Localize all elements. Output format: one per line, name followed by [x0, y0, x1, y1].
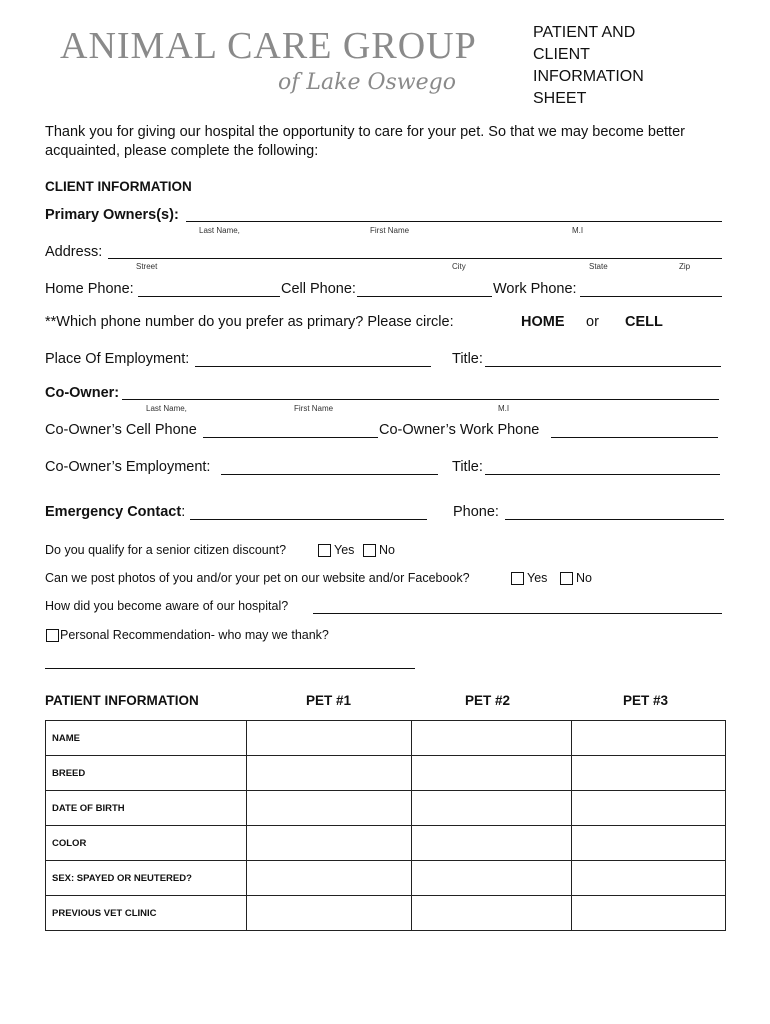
cell-phone-field[interactable]: [357, 296, 492, 297]
clinic-logo-name: ANIMAL CARE GROUP: [60, 25, 477, 67]
photos-yes-checkbox[interactable]: [511, 572, 524, 585]
employment-label: Place Of Employment:: [45, 351, 190, 367]
patient-section-title: PATIENT INFORMATION: [45, 693, 199, 708]
table-row: [46, 721, 726, 756]
city-hint: City: [452, 262, 466, 271]
co-employment-label: Co-Owner’s Employment:: [45, 459, 211, 475]
emergency-contact-colon: :: [181, 504, 186, 520]
pet-1-color-cell[interactable]: [247, 826, 412, 861]
co-first-name-hint: First Name: [294, 404, 334, 413]
pet-2-breed-cell[interactable]: [412, 756, 572, 791]
co-middle-initial-hint: M.I: [498, 404, 510, 413]
pet-3-name-cell[interactable]: [572, 721, 726, 756]
co-work-field[interactable]: [551, 437, 718, 438]
title-field[interactable]: [485, 366, 721, 367]
option-cell[interactable]: CELL: [625, 314, 663, 330]
option-or: or: [586, 314, 599, 330]
employment-field[interactable]: [195, 366, 431, 367]
recommendation-checkbox[interactable]: [46, 629, 59, 642]
pet-3-color-cell[interactable]: [572, 826, 726, 861]
patient-table: [45, 720, 726, 931]
row-label-name: NAME: [46, 721, 247, 756]
co-last-name-hint: Last Name,: [146, 404, 187, 413]
senior-no-checkbox[interactable]: [363, 544, 376, 557]
table-row: [46, 791, 726, 826]
pet-2-dob-cell[interactable]: [412, 791, 572, 826]
senior-discount-question: Do you qualify for a senior citizen discount?: [45, 543, 287, 557]
address-field[interactable]: [108, 258, 722, 259]
photos-question: Can we post photos of you and/or your pet on our website and/or Facebook?: [45, 571, 470, 585]
work-phone-label: Work Phone:: [493, 281, 577, 297]
home-phone-label: Home Phone:: [45, 281, 134, 297]
hospital-awareness-question: How did you become aware of our hospital?: [45, 599, 289, 613]
sheet-title-line: SHEET: [533, 90, 587, 107]
sheet-title-line: CLIENT: [533, 46, 590, 63]
pet-1-name-cell[interactable]: [247, 721, 412, 756]
emergency-contact-field[interactable]: [190, 519, 427, 520]
zip-hint: Zip: [679, 262, 691, 271]
row-label-previous-vet: PREVIOUS VET CLINIC: [46, 896, 247, 931]
photos-no-label: No: [576, 571, 592, 585]
emergency-contact-text: Emergency Contact: [45, 504, 182, 520]
work-phone-field[interactable]: [580, 296, 722, 297]
co-owner-label: Co-Owner:: [45, 385, 120, 401]
middle-initial-hint: M.I: [572, 226, 584, 235]
table-row: [46, 756, 726, 791]
senior-yes-label: Yes: [334, 543, 355, 557]
sheet-title-line: INFORMATION: [533, 68, 644, 85]
row-label-sex: SEX: SPAYED OR NEUTERED?: [46, 861, 247, 896]
clinic-logo-tagline: of Lake Oswego: [278, 70, 456, 95]
pet-3-sex-cell[interactable]: [572, 861, 726, 896]
street-hint: Street: [136, 262, 158, 271]
pet-3-vet-cell[interactable]: [572, 896, 726, 931]
senior-no-label: No: [379, 543, 395, 557]
emergency-contact-label: [45, 504, 185, 520]
co-owner-field[interactable]: [122, 399, 719, 400]
home-phone-field[interactable]: [138, 296, 280, 297]
primary-owners-label: Primary Owners(s):: [45, 207, 179, 223]
client-section-title: CLIENT INFORMATION: [45, 179, 192, 194]
pet-1-vet-cell[interactable]: [247, 896, 412, 931]
primary-phone-question: **Which phone number do you prefer as primary? Please circle:: [45, 314, 454, 330]
pet-1-breed-cell[interactable]: [247, 756, 412, 791]
recommendation-field[interactable]: [45, 668, 415, 669]
pet-1-sex-cell[interactable]: [247, 861, 412, 896]
option-home[interactable]: HOME: [521, 314, 565, 330]
primary-owners-field[interactable]: [186, 221, 722, 222]
pet-3-breed-cell[interactable]: [572, 756, 726, 791]
photos-no-checkbox[interactable]: [560, 572, 573, 585]
co-cell-label: Co-Owner’s Cell Phone: [45, 422, 197, 438]
last-name-hint: Last Name,: [199, 226, 240, 235]
co-work-label: Co-Owner’s Work Phone: [379, 422, 540, 438]
row-label-breed: BREED: [46, 756, 247, 791]
emergency-phone-label: Phone:: [453, 504, 499, 520]
pet-1-header: PET #1: [306, 693, 352, 708]
co-employment-field[interactable]: [221, 474, 438, 475]
row-label-color: COLOR: [46, 826, 247, 861]
photos-yes-label: Yes: [527, 571, 548, 585]
pet-3-header: PET #3: [623, 693, 669, 708]
pet-2-header: PET #2: [465, 693, 511, 708]
title-label: Title:: [452, 351, 483, 367]
table-row: [46, 861, 726, 896]
senior-yes-checkbox[interactable]: [318, 544, 331, 557]
state-hint: State: [589, 262, 608, 271]
row-label-date-of-birth: DATE OF BIRTH: [46, 791, 247, 826]
intro-text: Thank you for giving our hospital the opportunity to care for your pet. So that we may become better acquainted, please complete the following:: [45, 124, 685, 159]
hospital-awareness-field[interactable]: [313, 613, 722, 614]
address-label: Address:: [45, 244, 103, 260]
co-title-field[interactable]: [485, 474, 720, 475]
co-title-label: Title:: [452, 459, 483, 475]
first-name-hint: First Name: [370, 226, 410, 235]
table-row: [46, 826, 726, 861]
pet-2-vet-cell[interactable]: [412, 896, 572, 931]
recommendation-label: Personal Recommendation- who may we thank?: [60, 628, 329, 642]
pet-2-color-cell[interactable]: [412, 826, 572, 861]
co-cell-field[interactable]: [203, 437, 378, 438]
emergency-phone-field[interactable]: [505, 519, 724, 520]
sheet-title-line: PATIENT AND: [533, 24, 636, 41]
cell-phone-label: Cell Phone:: [281, 281, 356, 297]
pet-2-name-cell[interactable]: [412, 721, 572, 756]
table-row: [46, 896, 726, 931]
pet-3-dob-cell[interactable]: [572, 791, 726, 826]
pet-1-dob-cell[interactable]: [247, 791, 412, 826]
pet-2-sex-cell[interactable]: [412, 861, 572, 896]
sheet-title: [533, 22, 644, 110]
